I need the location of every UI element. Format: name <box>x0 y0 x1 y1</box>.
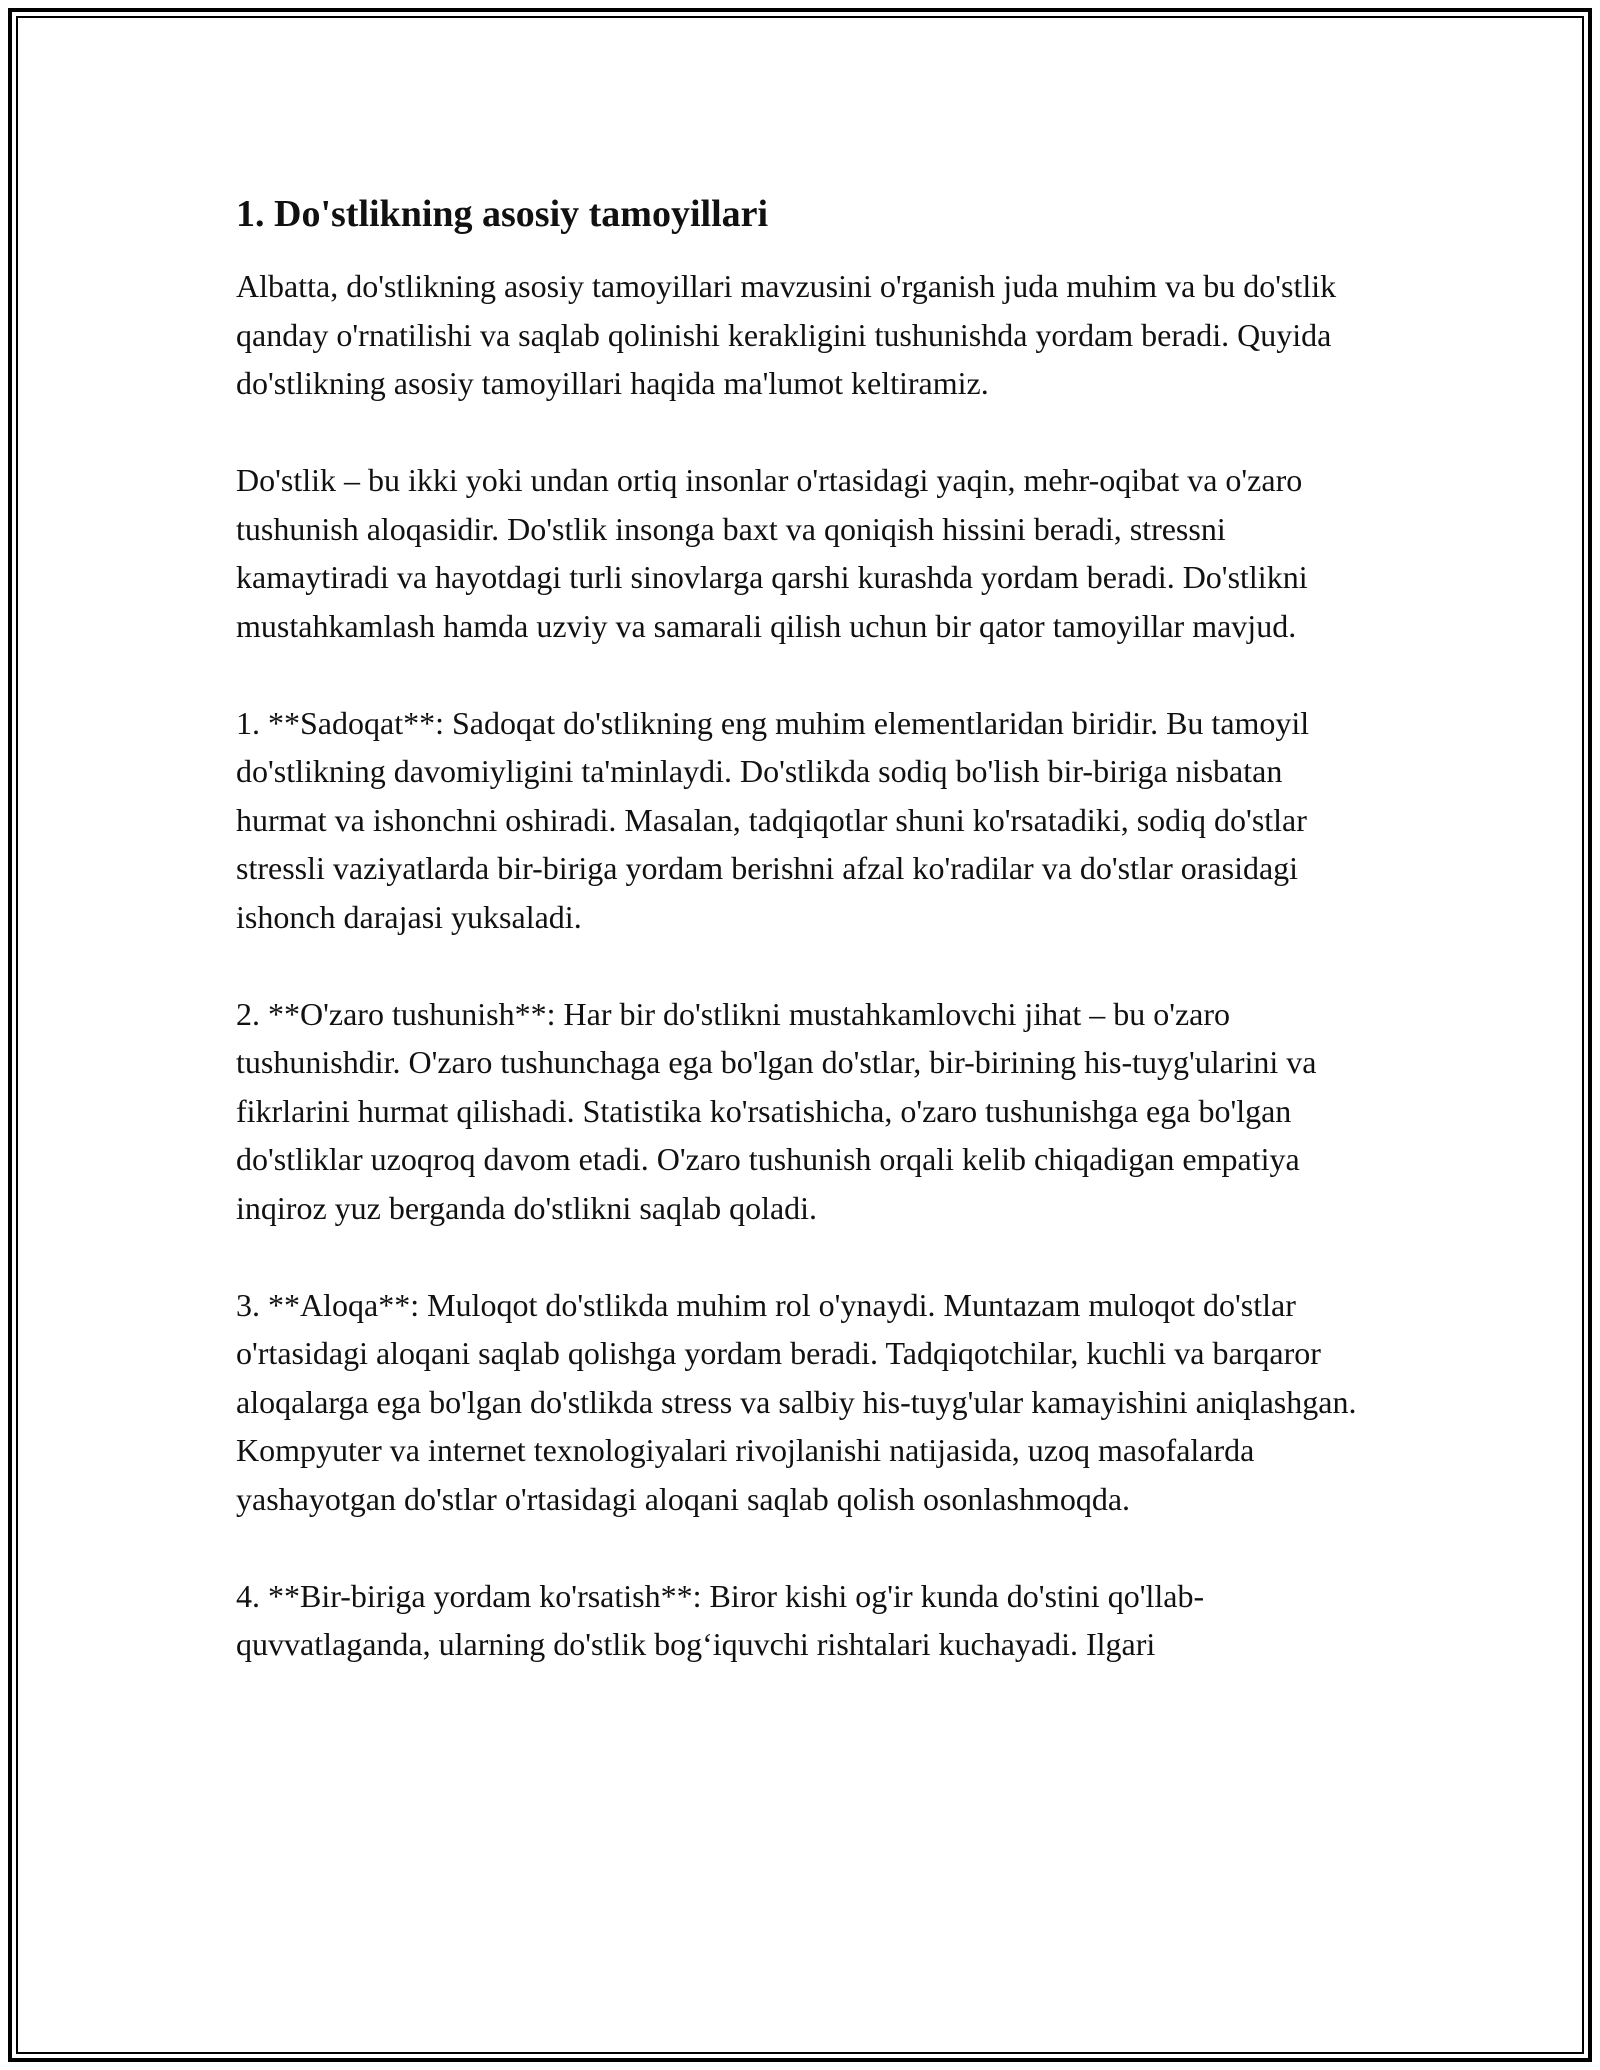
paragraph-principle-communication: 3. **Aloqa**: Muloqot do'stlikda muhim rol o'ynaydi. Muntazam muloqot do'stlar o'rtasidagi aloqani saqlab qolishga yordam beradi. Tadqiqotchilar, kuchli va barqaror aloqalarga ega bo'lgan do'stlikda stress va salbiy his-tuyg'ular kamayishini aniqlashgan. Kompyuter va internet texnologiyalari rivojlanishi natijasida, uzoq masofalarda yashayotgan do'stlar o'rtasidagi aloqani saqlab qolish osonlashmoqda. <box>236 1286 1357 1517</box>
paragraph-principle-support: 4. **Bir-biriga yordam ko'rsatish**: Biror kishi og'ir kunda do'stini qo'llab-quvvatlaganda, ularning do'stlik bog‘iquvchi rishtalari kuchayadi. Ilgari <box>236 1577 1205 1662</box>
document-body <box>236 186 1366 1669</box>
paragraph-definition: Do'stlik – bu ikki yoki undan ortiq insonlar o'rtasidagi yaqin, mehr-oqibat va o'zaro tushunish aloqasidir. Do'stlik insonga baxt va qoniqish hissini beradi, stressni kamaytiradi va hayotdagi turli sinovlarga qarshi kurashda yordam beradi. Do'stlikni mustahkamlash hamda uzviy va samarali qilish uchun bir qator tamoyillar mavjud. <box>236 462 1308 644</box>
paragraph-principle-understanding: 2. **O'zaro tushunish**: Har bir do'stlikni mustahkamlovchi jihat – bu o'zaro tushunishdir. O'zaro tushunchaga ega bo'lgan do'stlar, bir-birining his-tuyg'ularini va fikrlarini hurmat qilishadi. Statistika ko'rsatishicha, o'zaro tushunishga ega bo'lgan do'stliklar uzoqroq davom etadi. O'zaro tushunish orqali kelib chiqadigan empatiya inqiroz yuz berganda do'stlikni saqlab qoladi. <box>236 995 1317 1226</box>
section-heading: 1. Do'stlikning asosiy tamoyillari <box>236 193 769 235</box>
paragraph-intro: Albatta, do'stlikning asosiy tamoyillari mavzusini o'rganish juda muhim va bu do'stlik qanday o'rnatilishi va saqlab qolinishi kerakligini tushunishda yordam beradi. Quyida do'stlikning asosiy tamoyillari haqida ma'lumot keltiramiz. <box>236 268 1337 401</box>
paragraph-principle-loyalty: 1. **Sadoqat**: Sadoqat do'stlikning eng muhim elementlaridan biridir. Bu tamoyil do'stlikning davomiyligini ta'minlaydi. Do'stlikda sodiq bo'lish bir-biriga nisbatan hurmat va ishonchni oshiradi. Masalan, tadqiqotlar shuni ko'rsatadiki, sodiq do'stlar stressli vaziyatlarda bir-biriga yordam berishni afzal ko'radilar va do'stlar orasidagi ishonch darajasi yuksaladi. <box>236 704 1310 935</box>
